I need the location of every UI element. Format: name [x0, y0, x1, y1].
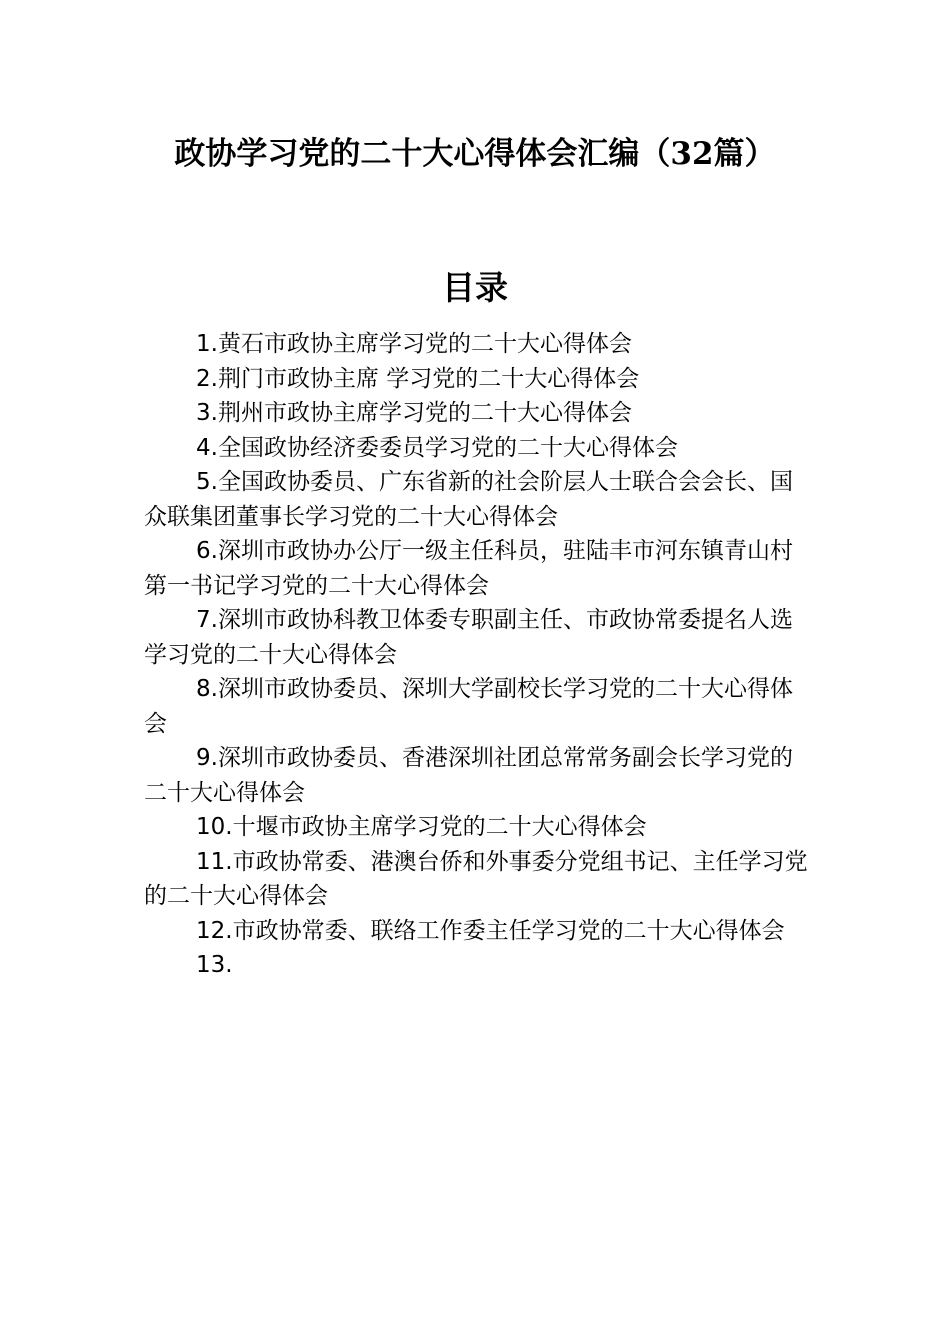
- toc-item: 3.荆州市政协主席学习党的二十大心得体会: [196, 400, 632, 426]
- toc-item: 7.深圳市政协科教卫体委专职副主任、市政协常委提名人选学习党的二十大心得体会: [144, 607, 793, 668]
- toc-item: 11.市政协常委、港澳台侨和外事委分党组书记、主任学习党的二十大心得体会: [144, 848, 808, 909]
- toc-item: 4.全国政协经济委委员学习党的二十大心得体会: [196, 434, 678, 461]
- document-title: 政协学习党的二十大心得体会汇编（32篇）: [174, 136, 776, 172]
- toc-item: 10.十堰市政协主席学习党的二十大心得体会: [196, 814, 647, 840]
- toc-item: 1.黄石市政协主席学习党的二十大心得体会: [196, 331, 632, 357]
- toc-item: 13.: [196, 952, 233, 978]
- toc-item: 9.深圳市政协委员、香港深圳社团总常常务副会长学习党的二十大心得体会: [144, 745, 793, 806]
- toc-item: 2.荆门市政协主席 学习党的二十大心得体会: [196, 365, 640, 392]
- toc-item: 8.深圳市政协委员、深圳大学副校长学习党的二十大心得体会: [144, 676, 793, 737]
- toc-heading: 目录: [442, 268, 508, 307]
- toc-list: [144, 327, 810, 983]
- toc-item: 12.市政协常委、联络工作委主任学习党的二十大心得体会: [196, 917, 785, 944]
- toc-item: 5.全国政协委员、广东省新的社会阶层人士联合会会长、国众联集团董事长学习党的二十大心得体会: [144, 469, 793, 530]
- toc-item: 6.深圳市政协办公厅一级主任科员，驻陆丰市河东镇青山村第一书记学习党的二十大心得体会: [144, 538, 793, 599]
